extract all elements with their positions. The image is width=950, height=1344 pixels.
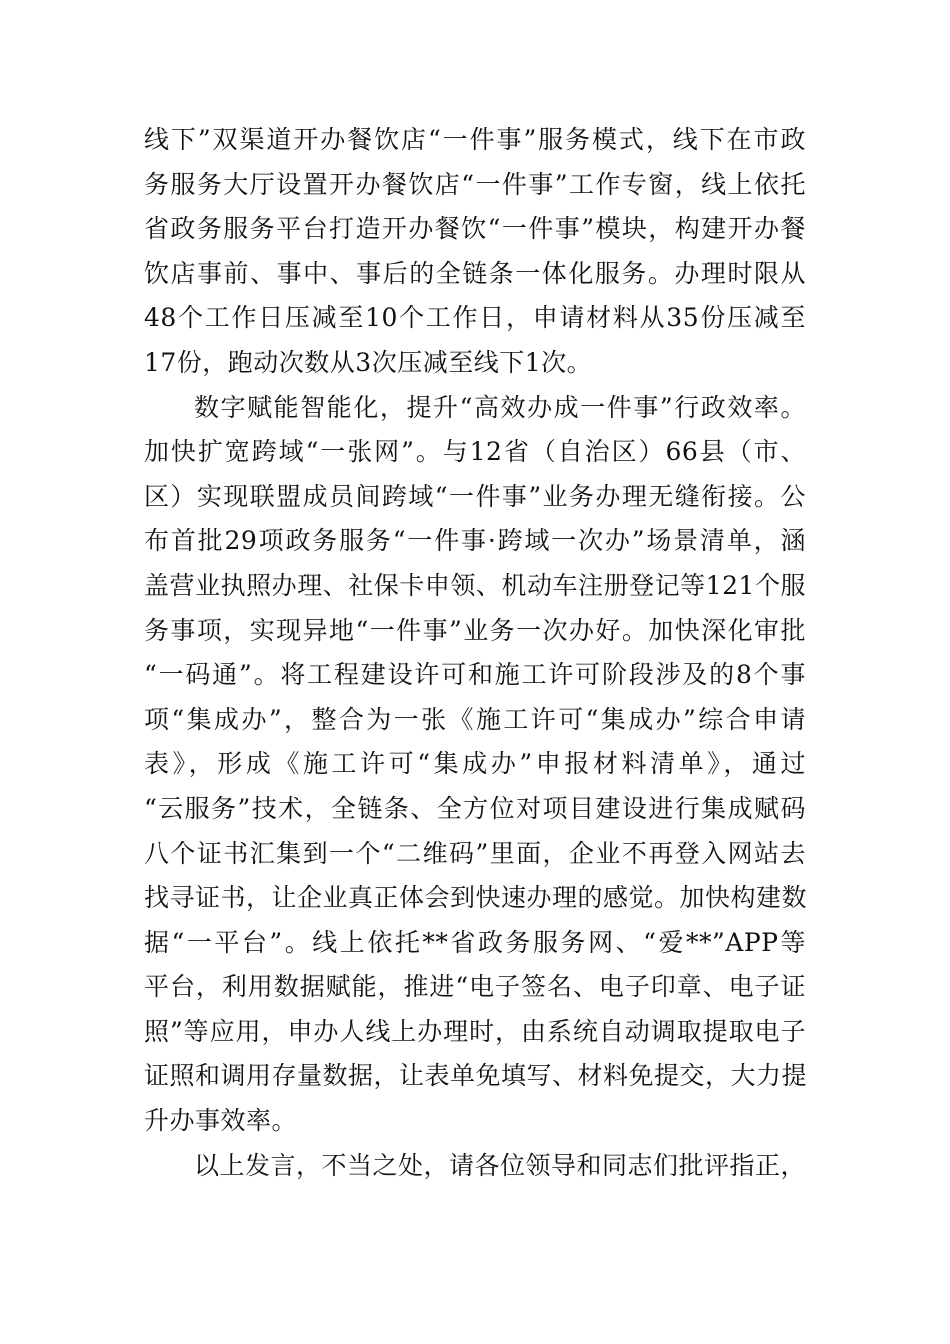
paragraph-1 — [144, 118, 806, 386]
text-line: 17份，跑动次数从3次压减至线下1次。 — [144, 347, 593, 377]
text-line: 据“一平台”。线上依托**省政务服务网、“爱**”APP等 — [144, 927, 806, 957]
text-line: 表》，形成《施工许可“集成办”申报材料清单》，通过 — [144, 749, 806, 779]
paragraph-2 — [144, 386, 806, 1144]
text-line: 48个工作日压减至10个工作日，申请材料从35份压减至 — [144, 303, 806, 333]
text-line: 务服务大厅设置开办餐饮店“一件事”工作专窗，线上依托 — [144, 169, 806, 199]
text-line: 数字赋能智能化，提升“高效办成一件事”行政效率。 — [194, 392, 806, 422]
text-line: “一码通”。将工程建设许可和施工许可阶段涉及的8个事 — [144, 660, 806, 690]
text-line: 区）实现联盟成员间跨域“一件事”业务办理无缝衔接。公 — [144, 481, 806, 511]
text-line: 以上发言，不当之处，请各位领导和同志们批评指正， — [194, 1150, 807, 1180]
text-line: 找寻证书，让企业真正体会到快速办理的感觉。加快构建数 — [144, 883, 808, 913]
text-line: 饮店事前、事中、事后的全链条一体化服务。办理时限从 — [144, 258, 806, 288]
text-line: 省政务服务平台打造开办餐饮“一件事”模块，构建开办餐 — [144, 214, 806, 244]
text-line: 平台，利用数据赋能，推进“电子签名、电子印章、电子证 — [144, 972, 806, 1002]
text-line: 升办事效率。 — [144, 1106, 298, 1136]
text-line: 八个证书汇集到一个“二维码”里面，企业不再登入网站去 — [144, 838, 806, 868]
text-line: 照”等应用，申办人线上办理时，由系统自动调取提取电子 — [144, 1016, 806, 1046]
document-body — [144, 118, 806, 1188]
text-line: 证照和调用存量数据，让表单免填写、材料免提交，大力提 — [144, 1061, 808, 1091]
text-line: 加快扩宽跨域“一张网”。与12省（自治区）66县（市、 — [144, 437, 806, 467]
text-line: 务事项，实现异地“一件事”业务一次办好。加快深化审批 — [144, 615, 806, 645]
text-line: 线下”双渠道开办餐饮店“一件事”服务模式，线下在市政 — [144, 125, 806, 154]
text-line: 盖营业执照办理、社保卡申领、机动车注册登记等121个服 — [144, 570, 806, 600]
paragraph-3 — [144, 1144, 806, 1189]
text-line: 布首批29项政务服务“一件事·跨域一次办”场景清单，涵 — [144, 526, 806, 556]
text-line: “云服务”技术，全链条、全方位对项目建设进行集成赋码 — [144, 793, 806, 823]
text-line: 项“集成办”，整合为一张《施工许可“集成办”综合申请 — [144, 704, 806, 734]
